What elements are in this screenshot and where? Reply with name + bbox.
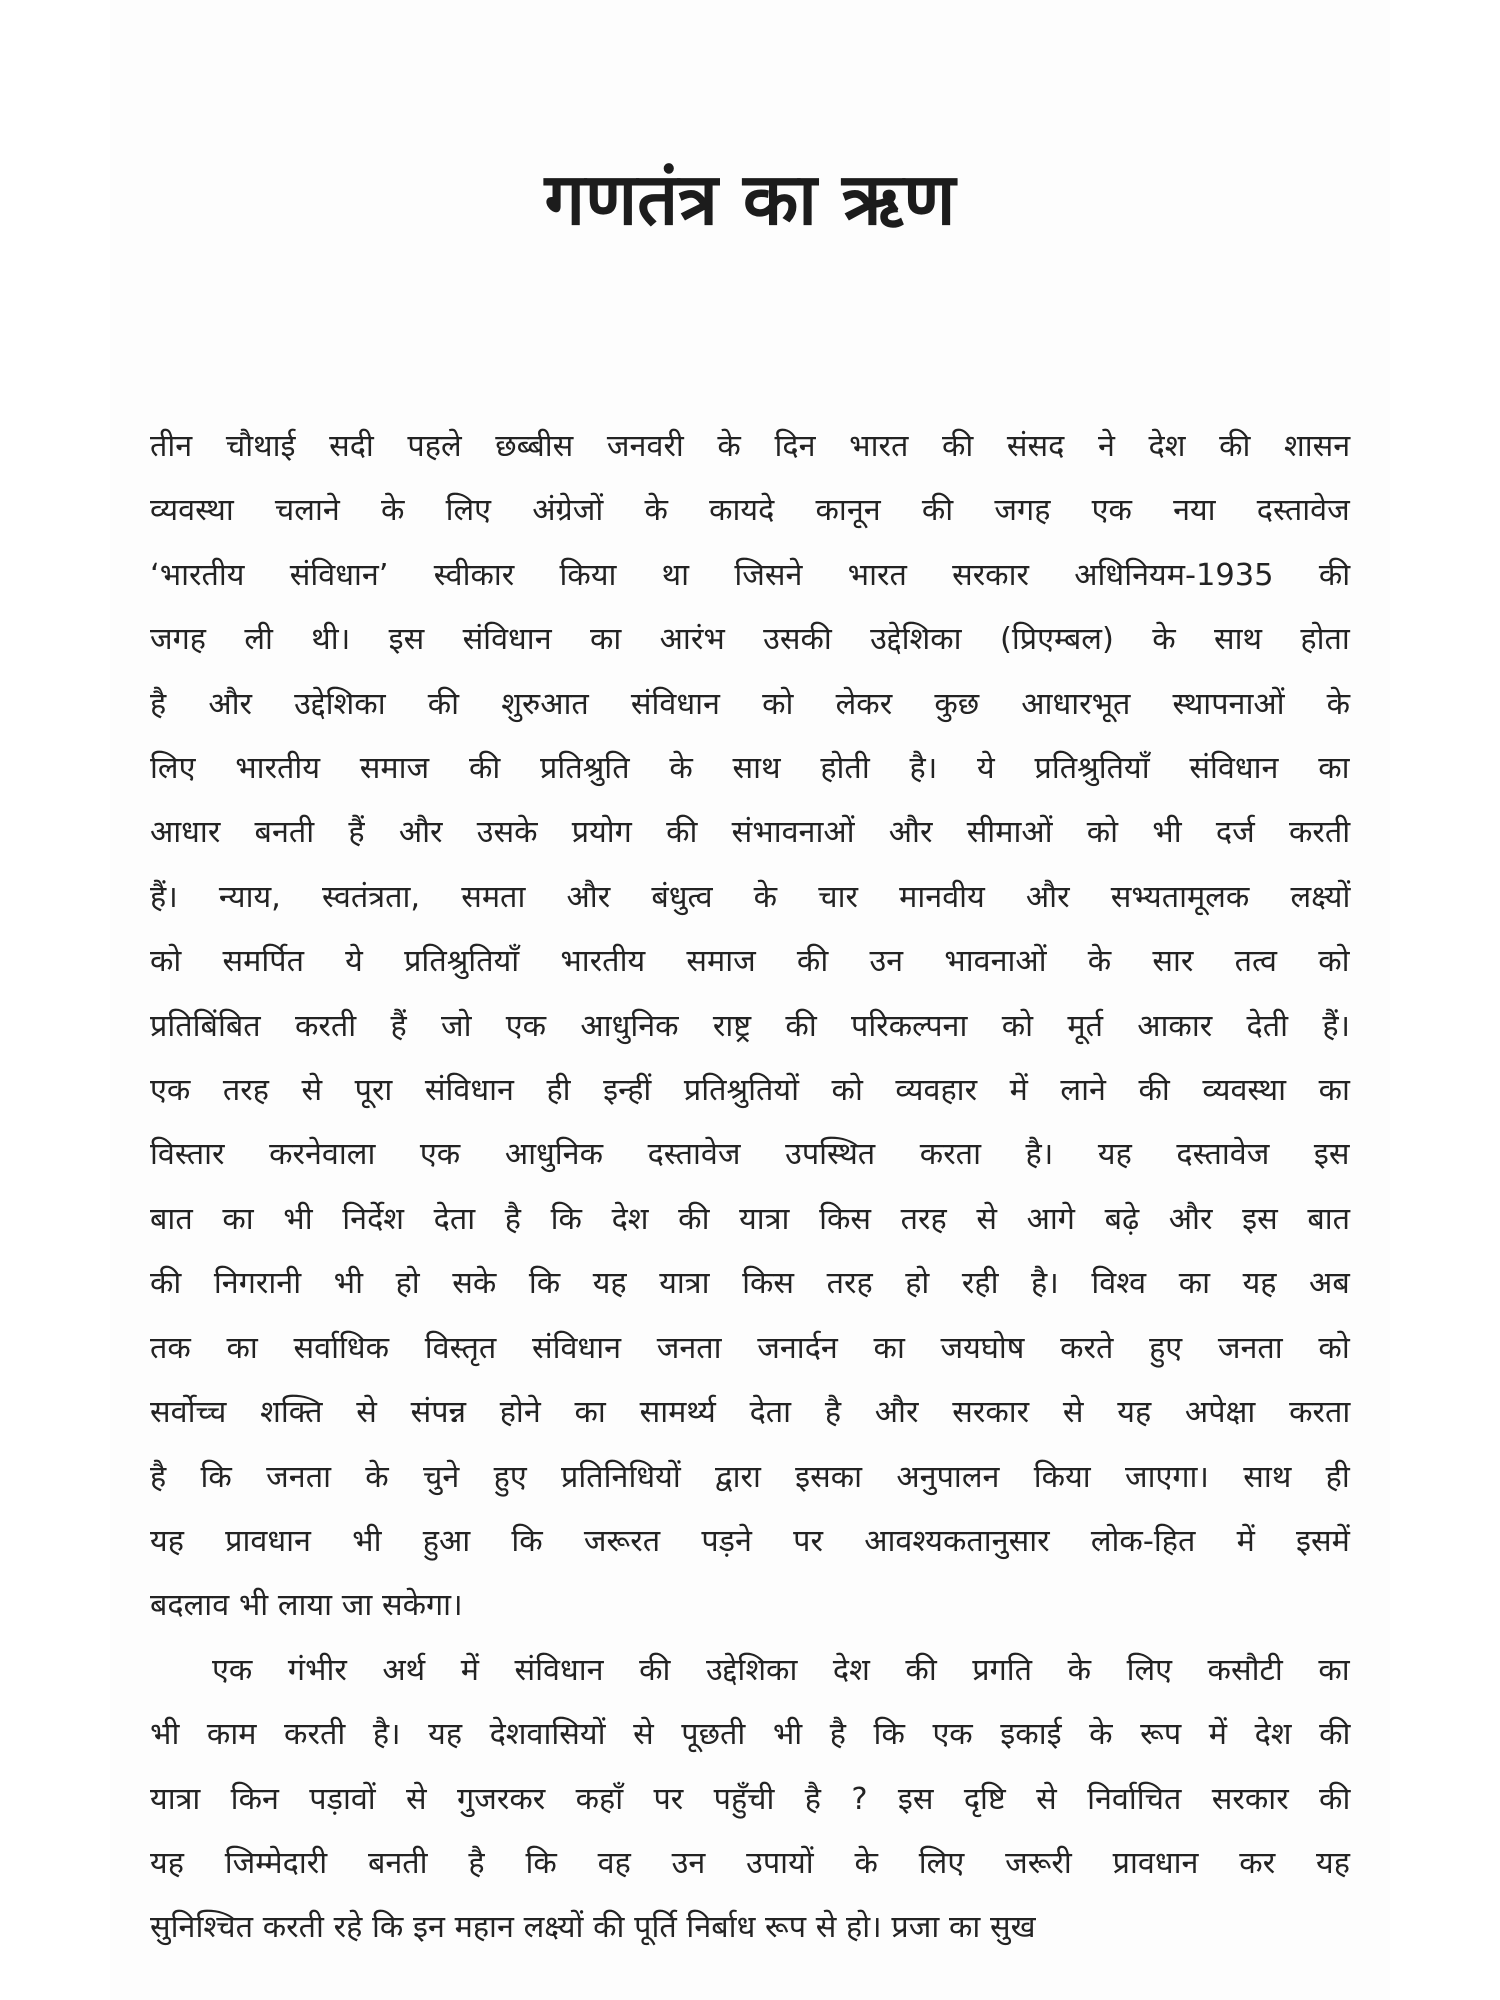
text-line: की निगरानी भी हो सके कि यह यात्रा किस तरह हो रही है। विश्व का यह अब bbox=[150, 1266, 1350, 1302]
chapter-body bbox=[150, 415, 1350, 1961]
text-line: हैं। न्याय, स्वतंत्रता, समता और बंधुत्व के चार मानवीय और सभ्यतामूलक लक्ष्यों bbox=[150, 879, 1351, 915]
text-line: सर्वोच्च शक्ति से संपन्न होने का सामर्थ्य देता है और सरकार से यह अपेक्षा करता bbox=[150, 1395, 1351, 1431]
paragraph bbox=[150, 415, 1350, 1639]
text-line: लिए भारतीय समाज की प्रतिश्रुति के साथ होती है। ये प्रतिश्रुतियाँ संविधान का bbox=[150, 751, 1350, 787]
text-line: सुनिश्चित करती रहे कि इन महान लक्ष्यों की पूर्ति निर्बाध रूप से हो। प्रजा का सुख bbox=[150, 1910, 1036, 1946]
text-line: है कि जनता के चुने हुए प्रतिनिधियों द्वारा इसका अनुपालन किया जाएगा। साथ ही bbox=[150, 1459, 1350, 1495]
text-line: को समर्पित ये प्रतिश्रुतियाँ भारतीय समाज की उन भावनाओं के सार तत्व को bbox=[150, 944, 1350, 980]
text-line: एक तरह से पूरा संविधान ही इन्हीं प्रतिश्रुतियों को व्यवहार में लाने की व्यवस्था का bbox=[150, 1073, 1350, 1109]
text-line: ‘भारतीय संविधान’ स्वीकार किया था जिसने भारत सरकार अधिनियम-1935 की bbox=[150, 557, 1351, 593]
chapter-title: गणतंत्र का ऋण bbox=[544, 157, 956, 241]
text-line: प्रतिबिंबित करती हैं जो एक आधुनिक राष्ट्र की परिकल्पना को मूर्त आकार देती हैं। bbox=[150, 1008, 1351, 1044]
text-line: तक का सर्वाधिक विस्तृत संविधान जनता जनार्दन का जयघोष करते हुए जनता को bbox=[150, 1330, 1350, 1366]
paragraph bbox=[150, 1639, 1350, 1961]
text-line: भी काम करती है। यह देशवासियों से पूछती भी है कि एक इकाई के रूप में देश की bbox=[150, 1717, 1351, 1753]
text-line: बदलाव भी लाया जा सकेगा। bbox=[150, 1588, 463, 1624]
text-line: एक गंभीर अर्थ में संविधान की उद्देशिका देश की प्रगति के लिए कसौटी का bbox=[212, 1652, 1350, 1688]
text-line: तीन चौथाई सदी पहले छब्बीस जनवरी के दिन भारत की संसद ने देश की शासन bbox=[150, 429, 1351, 464]
text-line: व्यवस्था चलाने के लिए अंग्रेजों के कायदे कानून की जगह एक नया दस्तावेज bbox=[150, 493, 1350, 529]
text-line: बात का भी निर्देश देता है कि देश की यात्रा किस तरह से आगे बढ़े और इस बात bbox=[150, 1201, 1351, 1237]
text-line: यात्रा किन पड़ावों से गुजरकर कहाँ पर पहुँची है ? इस दृष्टि से निर्वाचित सरकार की bbox=[150, 1781, 1351, 1817]
text-line: आधार बनती हैं और उसके प्रयोग की संभावनाओं और सीमाओं को भी दर्ज करती bbox=[150, 815, 1351, 851]
text-line: है और उद्देशिका की शुरुआत संविधान को लेकर कुछ आधारभूत स्थापनाओं के bbox=[150, 686, 1351, 722]
text-line: यह जिम्मेदारी बनती है कि वह उन उपायों के लिए जरूरी प्रावधान कर यह bbox=[150, 1845, 1350, 1881]
text-line: विस्तार करनेवाला एक आधुनिक दस्तावेज उपस्थित करता है। यह दस्तावेज इस bbox=[150, 1137, 1350, 1173]
text-line: जगह ली थी। इस संविधान का आरंभ उसकी उद्देशिका (प्रिएम्बल) के साथ होता bbox=[150, 622, 1350, 658]
text-line: यह प्रावधान भी हुआ कि जरूरत पड़ने पर आवश्यकतानुसार लोक-हित में इसमें bbox=[150, 1523, 1350, 1559]
book-page bbox=[110, 0, 1390, 2000]
